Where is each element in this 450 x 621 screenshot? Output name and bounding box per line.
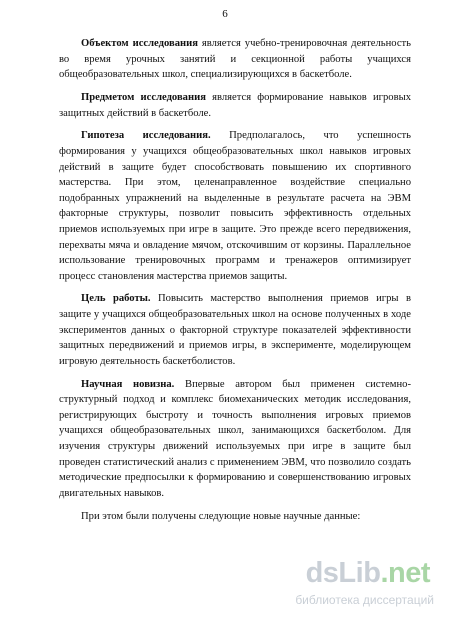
watermark-subtitle: библиотека диссертаций bbox=[295, 593, 434, 607]
paragraph-object bbox=[59, 36, 411, 83]
paragraph-lead: Цель работы. bbox=[81, 293, 151, 305]
paragraph-lead: Объектом исследования bbox=[81, 38, 198, 49]
paragraph-subject bbox=[59, 90, 411, 121]
dslib-watermark bbox=[258, 557, 438, 609]
paragraph-text: Повысить мастерство выполнения приемов игры в защите у учащихся общеобразовательных школ на основе полученных в ходе экспериментов данных о факторной структуре показателей эффективности защитных передвижений и приемов игры, в эксперименте, моделирующем игровую деятельность баскетболистов. bbox=[59, 293, 411, 367]
paragraph-novelty bbox=[59, 377, 411, 502]
watermark-logo bbox=[306, 557, 430, 590]
paragraph-hypothesis bbox=[59, 128, 411, 284]
document-body bbox=[59, 36, 411, 531]
watermark-logo-main: dsLib bbox=[305, 557, 381, 589]
paragraph-goal bbox=[59, 291, 411, 369]
paragraph-new-data-intro bbox=[59, 509, 411, 525]
paragraph-text: Предполагалось, что успешность формирования у учащихся общеобразовательных школ навыков игровых действий в защите будет способствовать повышению их спортивного мастерства. При этом, целенаправленное воздействие специально подобранных упражнений на выделенные в результате расчета на ЭВМ факторные структуры, позволит повысить эффективность отдельных приемов используемых при игре в защите. Это прежде всего передвижения, перехваты мяча и овладение мячом, отскочившим от корзины. Параллельное использование тренировочных программ и тренажеров оптимизирует процесс становления мастерства приемов защиты. bbox=[59, 130, 411, 282]
watermark-logo-accent: .net bbox=[380, 557, 430, 589]
paragraph-text: является формирование навыков игровых защитных действий в баскетболе. bbox=[59, 91, 411, 119]
page-number: 6 bbox=[222, 8, 228, 20]
paragraph-lead: Предметом исследования bbox=[81, 91, 206, 103]
paragraph-lead: Научная новизна. bbox=[81, 378, 175, 390]
paragraph-text: При этом были получены следующие новые научные данные: bbox=[81, 510, 361, 522]
paragraph-text: Впервые автором был применен системно-структурный подход и комплекс биомеханических методик исследования, регистрирующих быстроту и точность выполнения игровых приемов учащихся общеобразовательных школ, занимающихся баскетболом. Для изучения структуры движений используемых при игре в защите был проведен статистический анализ с применением ЭВМ, что позволило создать методические предпосылки к формированию и совершенствованию игровых двигательных навыков. bbox=[59, 378, 411, 499]
paragraph-lead: Гипотеза исследования. bbox=[81, 130, 211, 142]
paragraph-text: является учебно-тренировочная деятельность во время урочных занятий и секционной работы учащихся общеобразовательных школ, специализирующихся в баскетболе. bbox=[59, 38, 411, 81]
